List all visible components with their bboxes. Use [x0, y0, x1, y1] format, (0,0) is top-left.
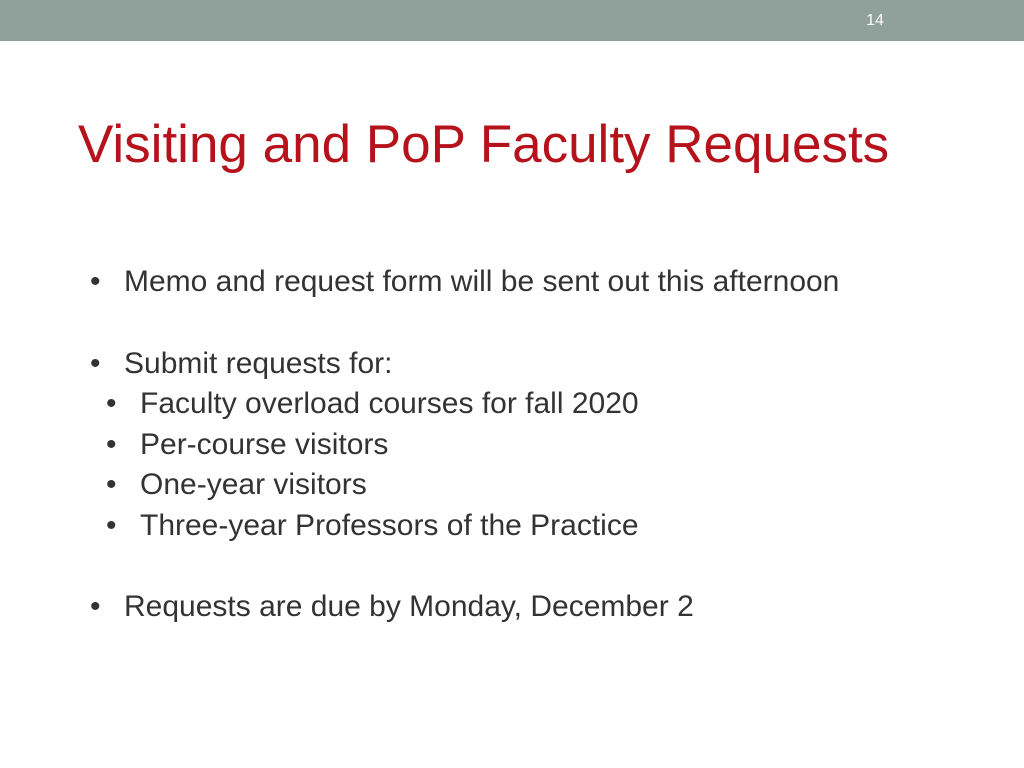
sub-bullet-item — [88, 465, 948, 506]
bullet-list — [88, 262, 948, 628]
bullet-item-due-date — [88, 587, 948, 628]
bullet-icon: • — [106, 468, 117, 501]
bullet-item-memo — [88, 262, 948, 303]
bullet-icon: • — [106, 387, 117, 420]
top-bar — [0, 0, 1024, 41]
bullet-text: Submit requests for: — [124, 346, 393, 380]
bullet-icon: • — [106, 427, 117, 461]
slide-number: 14 — [866, 12, 884, 29]
sub-bullet-text: Per-course visitors — [140, 427, 389, 461]
sub-bullet-item — [88, 506, 948, 547]
sub-bullet-text: Faculty overload courses for fall 2020 — [140, 387, 639, 420]
sub-bullet-item — [88, 425, 948, 466]
sub-bullet-text: One-year visitors — [140, 468, 367, 501]
slide-title: Visiting and PoP Faculty Requests — [78, 115, 890, 174]
bullet-icon: • — [90, 590, 101, 623]
bullet-text: Requests are due by Monday, December 2 — [124, 590, 694, 623]
bullet-icon: • — [90, 346, 101, 380]
bullet-icon: • — [90, 265, 101, 298]
sub-bullet-text: Three-year Professors of the Practice — [140, 508, 639, 542]
bullet-item-submit — [88, 344, 948, 385]
bullet-text: Memo and request form will be sent out this afternoon — [124, 265, 840, 298]
sub-bullet-item — [88, 384, 948, 425]
bullet-icon: • — [106, 508, 117, 542]
